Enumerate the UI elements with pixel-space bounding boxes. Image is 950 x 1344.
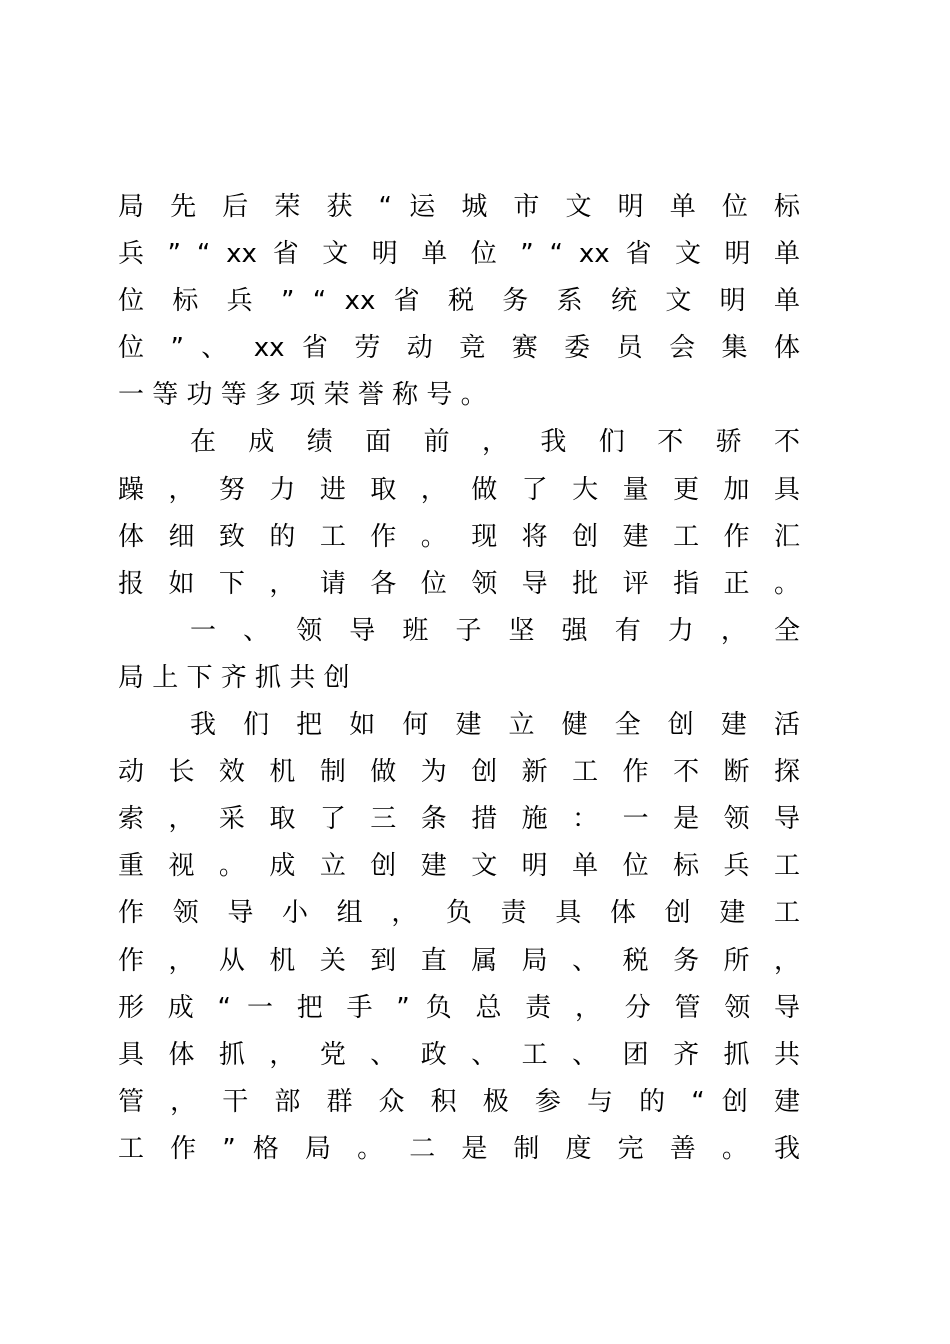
text-line: 作 领 导 小 组 ， 负 责 具 体 创 建 工 (118, 898, 800, 929)
text-line: 报 如 下 ， 请 各 位 领 导 批 评 指 正 。 (118, 568, 800, 599)
paragraph-first-line: 我 们 把 如 何 建 立 健 全 创 建 活 (190, 710, 800, 741)
text-line: 重 视 。 成 立 创 建 文 明 单 位 标 兵 工 (118, 851, 800, 882)
text-line: 索 ， 采 取 了 三 条 措 施 ： 一 是 领 导 (118, 804, 800, 835)
text-line: 工 作 ” 格 局 。 二 是 制 度 完 善 。 我 (118, 1133, 800, 1164)
text-line: 局 先 后 荣 获 “ 运 城 市 文 明 单 位 标 (118, 192, 800, 222)
text-line: 兵 ” “ xx 省 文 明 单 位 ” “ xx 省 文 明 单 (118, 239, 800, 270)
text-line: 动 长 效 机 制 做 为 创 新 工 作 不 断 探 (118, 757, 800, 788)
paragraph-first-line: 在 成 绩 面 前 ， 我 们 不 骄 不 (190, 427, 800, 458)
text-line: 位 标 兵 ” “ xx 省 税 务 系 统 文 明 单 (118, 286, 800, 317)
text-line: 具 体 抓 ， 党 、 政 、 工 、 团 齐 抓 共 (118, 1039, 800, 1070)
section-heading-line: 一 、 领 导 班 子 坚 强 有 力 ， 全 (190, 615, 800, 646)
text-line: 体 细 致 的 工 作 。 现 将 创 建 工 作 汇 (118, 521, 800, 552)
body-text (118, 184, 800, 1173)
text-line: 作 ， 从 机 关 到 直 属 局 、 税 务 所 ， (118, 945, 800, 976)
text-line: 管 ， 干 部 群 众 积 极 参 与 的 “ 创 建 (118, 1086, 800, 1117)
text-line: 位 ” 、 xx 省 劳 动 竞 赛 委 员 会 集 体 (118, 333, 800, 364)
text-line: 躁 ， 努 力 进 取 ， 做 了 大 量 更 加 具 (118, 474, 800, 505)
text-line: 一 等 功 等 多 项 荣 誉 称 号 。 (118, 380, 487, 411)
text-line: 形 成 “ 一 把 手 ” 负 总 责 ， 分 管 领 导 (118, 992, 800, 1023)
section-heading-line: 局 上 下 齐 抓 共 创 (118, 662, 350, 693)
